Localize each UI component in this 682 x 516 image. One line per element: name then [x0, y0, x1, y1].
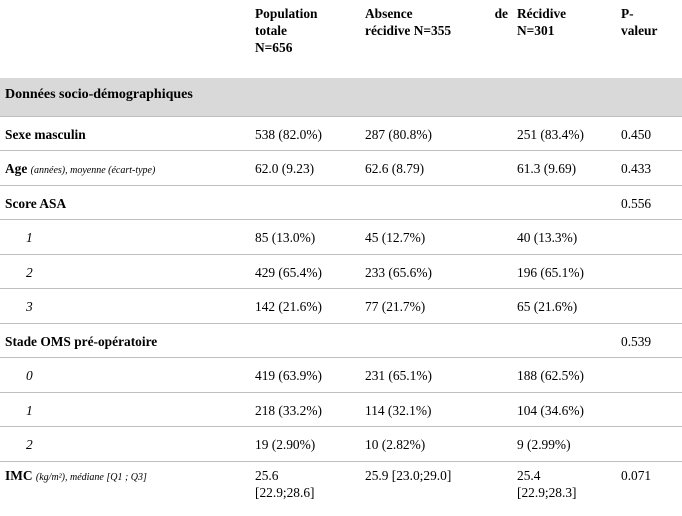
cell-rec: 104 (34.6%) — [512, 392, 616, 427]
table-row — [0, 427, 682, 462]
row-label-oms0: 0 — [0, 358, 250, 393]
cell-pop: 19 (2.90%) — [250, 427, 360, 462]
cell-abs: 10 (2.82%) — [360, 427, 512, 462]
header-recidive-line1: Récidive — [517, 6, 567, 21]
cell-pop: 429 (65.4%) — [250, 254, 360, 289]
row-label-age — [0, 151, 250, 186]
cell-pop: 419 (63.9%) — [250, 358, 360, 393]
table-row — [0, 358, 682, 393]
header-absence-word1: Absence — [365, 6, 413, 21]
row-label-oms2: 2 — [0, 427, 250, 462]
cell-abs: 45 (12.7%) — [360, 220, 512, 255]
cell-abs: 77 (21.7%) — [360, 289, 512, 324]
cell-abs: 231 (65.1%) — [360, 358, 512, 393]
cell-abs: 62.6 (8.79) — [360, 151, 512, 186]
cell-p: 0.433 — [616, 151, 682, 186]
row-label-age-main: Age — [5, 161, 28, 176]
cell-p — [616, 392, 682, 427]
cell-pop-line2: [22.9;28.6] — [255, 484, 315, 500]
row-label-asa3: 3 — [0, 289, 250, 324]
row-label-imc-main: IMC — [5, 467, 33, 483]
row-label-sexe: Sexe masculin — [0, 116, 250, 151]
header-absence — [360, 0, 512, 78]
cell-abs: 233 (65.6%) — [360, 254, 512, 289]
row-label-imc — [0, 461, 250, 507]
cell-p — [616, 427, 682, 462]
header-population-line2: totale — [255, 23, 287, 38]
table-header — [0, 0, 682, 78]
header-population-line3: N=656 — [255, 40, 293, 55]
cell-p — [616, 358, 682, 393]
cell-pop: 142 (21.6%) — [250, 289, 360, 324]
cell-pop — [250, 461, 360, 507]
cell-abs: 114 (32.1%) — [360, 392, 512, 427]
header-recidive — [512, 0, 616, 78]
cell-rec: 196 (65.1%) — [512, 254, 616, 289]
cell-rec: 9 (2.99%) — [512, 427, 616, 462]
table-row — [0, 289, 682, 324]
table-row — [0, 185, 682, 220]
cell-abs: 25.9 [23.0;29.0] — [360, 461, 512, 507]
cell-rec — [512, 185, 616, 220]
header-population — [250, 0, 360, 78]
cell-p — [616, 220, 682, 255]
row-label-asa2: 2 — [0, 254, 250, 289]
row-label-imc-note: (kg/m²), médiane [Q1 ; Q3] — [35, 471, 147, 483]
cell-abs — [360, 185, 512, 220]
cell-p: 0.556 — [616, 185, 682, 220]
section-title: Données socio-démographiques — [0, 78, 682, 116]
header-pvalue-line1: P- — [621, 6, 634, 21]
section-row — [0, 78, 682, 116]
cell-pop: 218 (33.2%) — [250, 392, 360, 427]
table-row — [0, 392, 682, 427]
table-row — [0, 254, 682, 289]
table-row — [0, 151, 682, 186]
header-pvalue-line2: valeur — [621, 23, 658, 38]
header-recidive-line2: N=301 — [517, 23, 555, 38]
cell-p: 0.539 — [616, 323, 682, 358]
cell-pop: 85 (13.0%) — [250, 220, 360, 255]
header-pvalue — [616, 0, 682, 78]
header-empty — [0, 0, 250, 78]
cell-rec — [512, 461, 616, 507]
cell-rec-line1: 25.4 — [517, 467, 541, 483]
row-label-asa1: 1 — [0, 220, 250, 255]
cell-p: 0.071 — [616, 461, 682, 507]
table-row — [0, 323, 682, 358]
cell-p — [616, 289, 682, 324]
header-absence-word2: de — [494, 6, 508, 21]
table-row — [0, 461, 682, 507]
row-label-age-note: (années), moyenne (écart-type) — [30, 165, 156, 176]
cell-p — [616, 254, 682, 289]
cell-rec — [512, 323, 616, 358]
cell-pop-line1: 25.6 — [255, 467, 279, 483]
cell-pop: 62.0 (9.23) — [250, 151, 360, 186]
row-label-asa: Score ASA — [0, 185, 250, 220]
cell-rec: 40 (13.3%) — [512, 220, 616, 255]
row-label-oms1: 1 — [0, 392, 250, 427]
cell-abs: 287 (80.8%) — [360, 116, 512, 151]
row-label-oms: Stade OMS pré-opératoire — [0, 323, 250, 358]
cell-rec-line2: [22.9;28.3] — [517, 484, 577, 500]
cell-pop: 538 (82.0%) — [250, 116, 360, 151]
cell-p: 0.450 — [616, 116, 682, 151]
cell-rec: 251 (83.4%) — [512, 116, 616, 151]
cell-pop — [250, 185, 360, 220]
cell-rec: 61.3 (9.69) — [512, 151, 616, 186]
cell-pop — [250, 323, 360, 358]
table-row — [0, 220, 682, 255]
cell-rec: 188 (62.5%) — [512, 358, 616, 393]
cell-rec: 65 (21.6%) — [512, 289, 616, 324]
header-population-line1: Population — [255, 6, 318, 21]
table-row — [0, 116, 682, 151]
header-absence-line2: récidive N=355 — [365, 23, 452, 38]
cell-abs — [360, 323, 512, 358]
